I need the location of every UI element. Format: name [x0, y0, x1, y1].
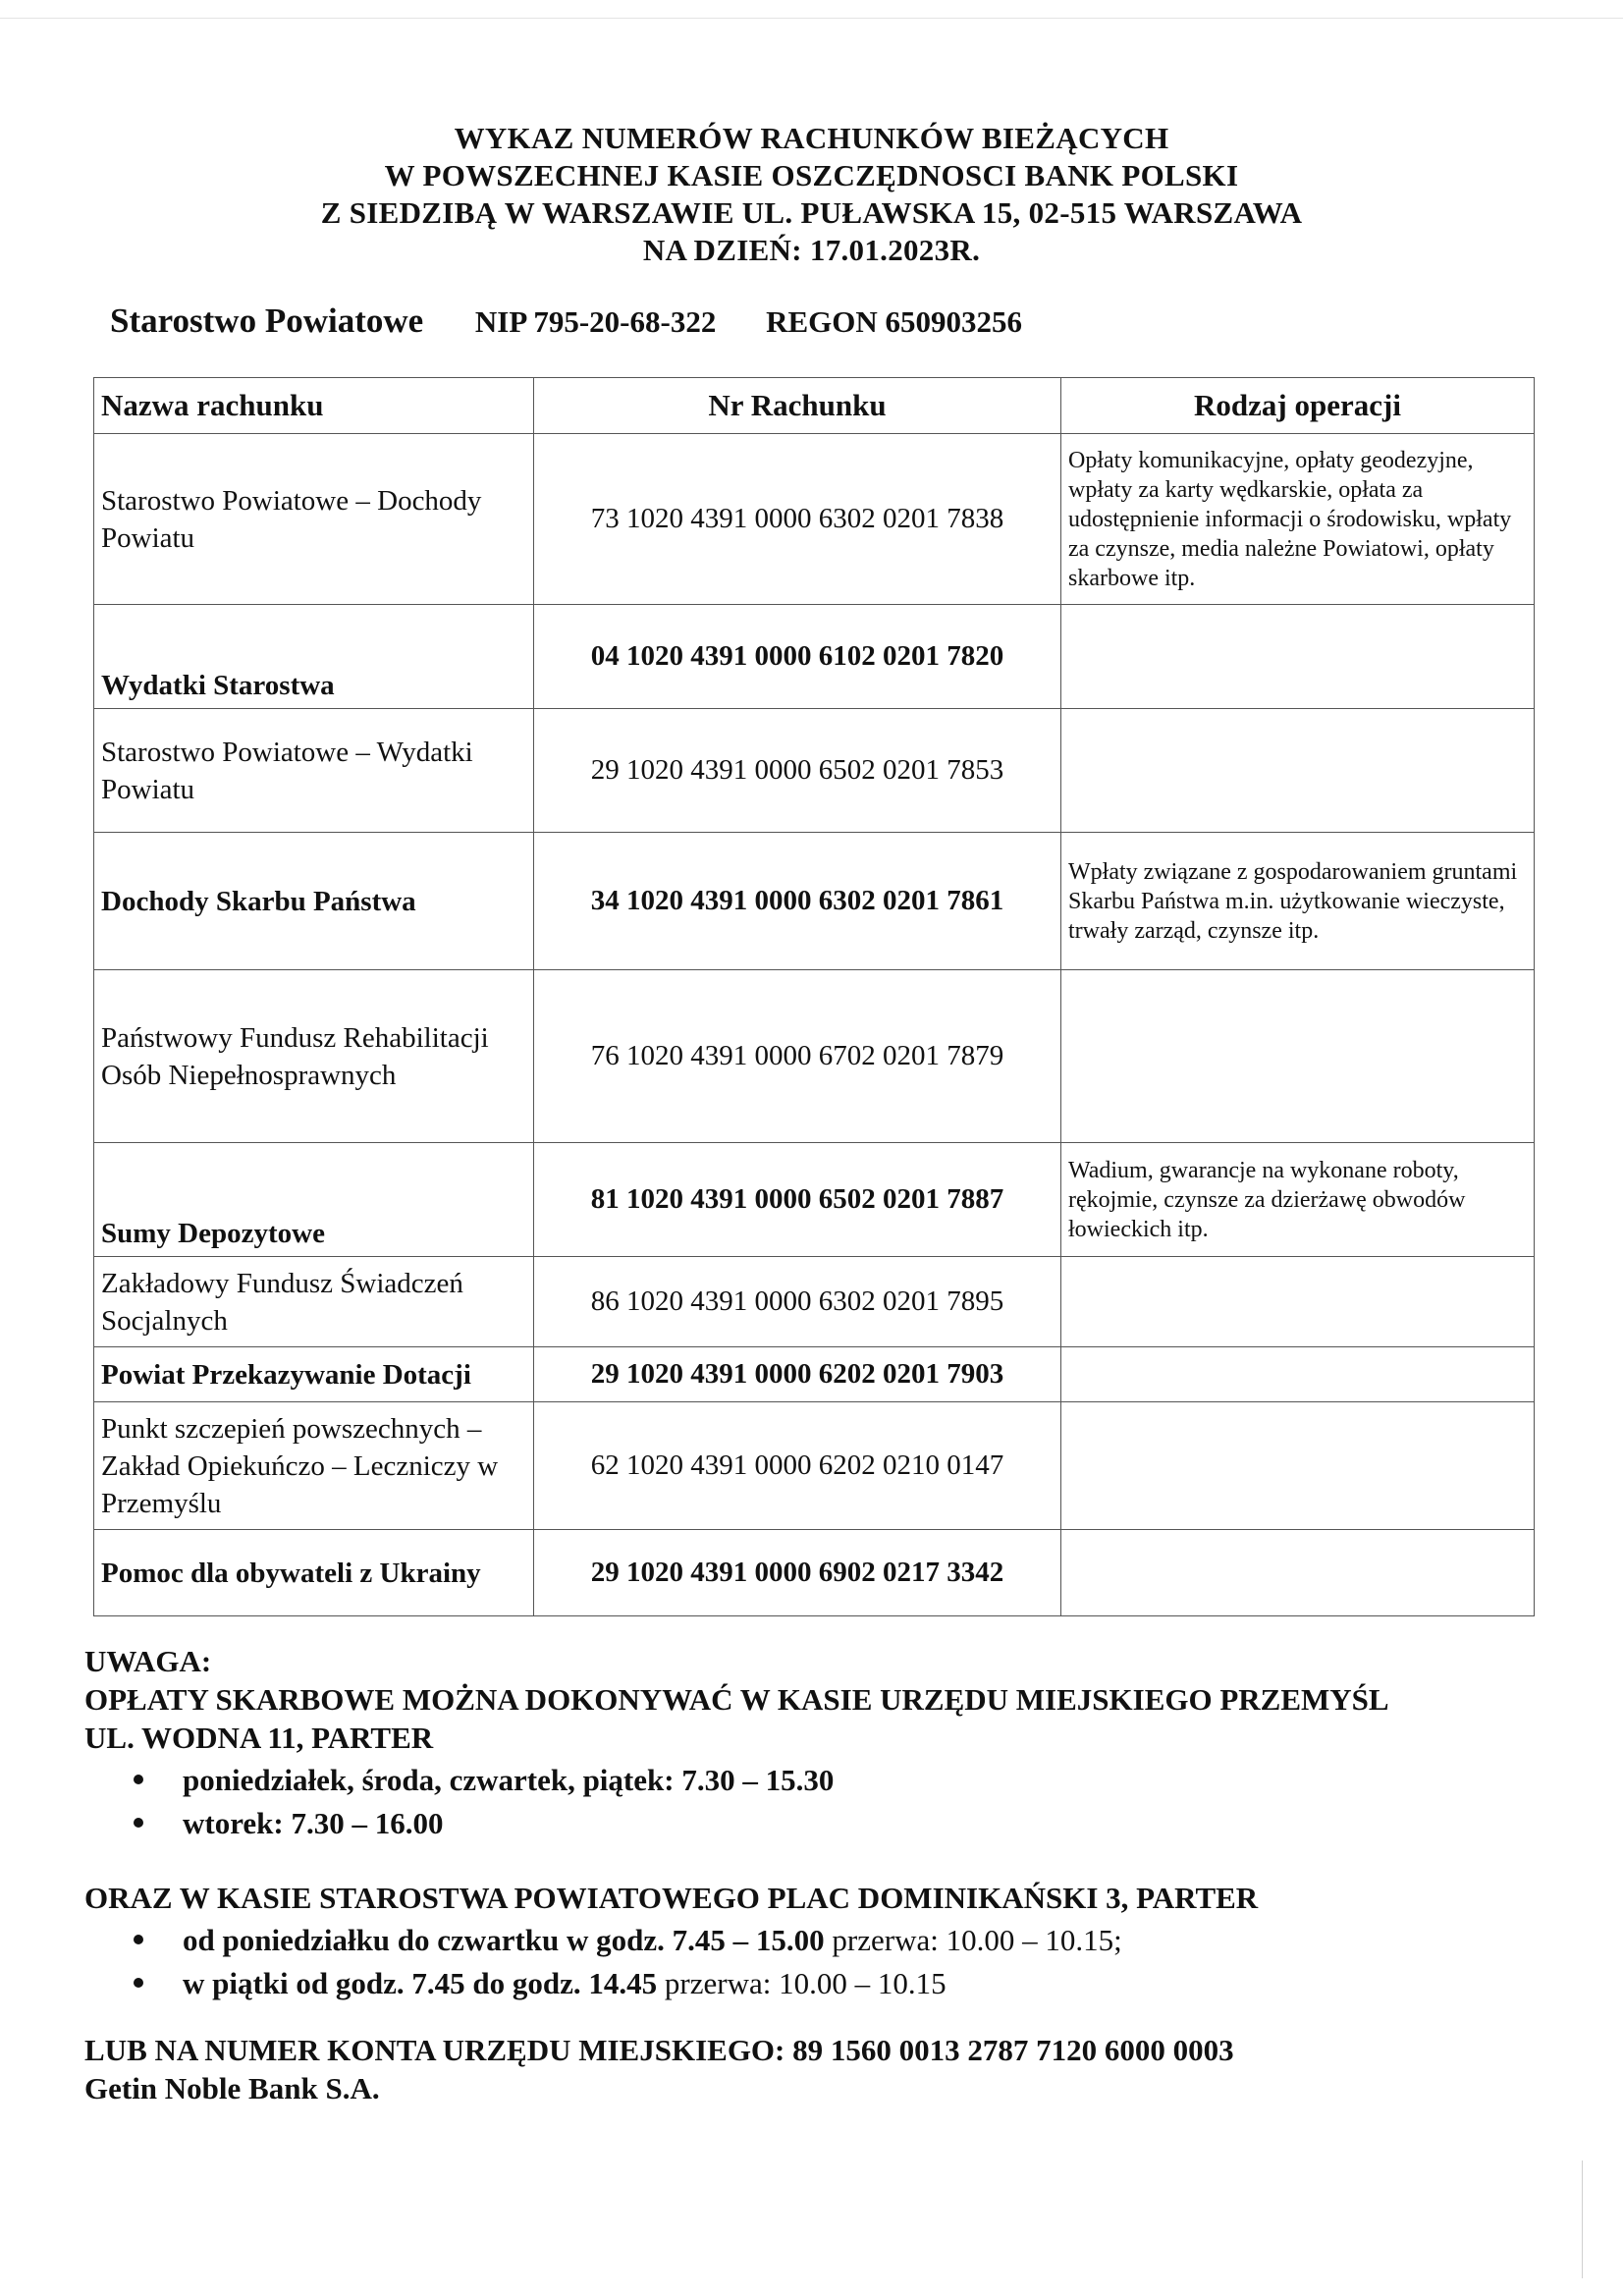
table-row — [94, 1257, 1535, 1347]
account-name: Zakładowy Fundusz Świadczeń Socjalnych — [94, 1257, 534, 1347]
table-row — [94, 709, 1535, 833]
account-name: Pomoc dla obywateli z Ukrainy — [94, 1530, 534, 1616]
operation-type: Wpłaty związane z gospodarowaniem gruntami Skarbu Państwa m.in. użytkowanie wieczyste, trwały zarząd, czynsze itp. — [1061, 833, 1535, 970]
break-text: przerwa: 10.00 – 10.15 — [657, 1966, 947, 2000]
table-row — [94, 1402, 1535, 1530]
table-header-row — [94, 378, 1535, 434]
operation-type — [1061, 605, 1535, 709]
list-item — [84, 1802, 1557, 1845]
notes-title: UWAGA: — [84, 1644, 212, 1678]
account-name: Wydatki Starostwa — [94, 605, 534, 709]
table-row — [94, 1143, 1535, 1257]
notes-line-5: Getin Noble Bank S.A. — [84, 2071, 380, 2105]
operation-type — [1061, 1347, 1535, 1402]
operation-type — [1061, 1402, 1535, 1530]
header-line-2: W POWSZECHNEJ KASIE OSZCZĘDNOSCI BANK POLSKI — [384, 158, 1239, 192]
list-item — [84, 1962, 1557, 2005]
organization-name: Starostwo Powiatowe — [110, 301, 424, 340]
organization-regon: REGON 650903256 — [766, 304, 1023, 339]
account-number: 29 1020 4391 0000 6502 0201 7853 — [534, 709, 1061, 833]
table-row — [94, 970, 1535, 1143]
table-row — [94, 833, 1535, 970]
account-number: 04 1020 4391 0000 6102 0201 7820 — [534, 605, 1061, 709]
operation-type — [1061, 709, 1535, 833]
list-item — [84, 1759, 1557, 1802]
account-name: Dochody Skarbu Państwa — [94, 833, 534, 970]
account-name: Powiat Przekazywanie Dotacji — [94, 1347, 534, 1402]
bullet-icon — [134, 1775, 143, 1784]
header-account-number: Nr Rachunku — [534, 378, 1061, 434]
table-row — [94, 1530, 1535, 1616]
notes-line-4: LUB NA NUMER KONTA URZĘDU MIEJSKIEGO: 89 1560 0013 2787 7120 6000 0003 — [84, 2033, 1234, 2067]
account-name: Sumy Depozytowe — [94, 1143, 534, 1257]
list-item — [84, 1919, 1557, 1962]
scan-edge-line — [1582, 2160, 1583, 2278]
header-line-4: NA DZIEŃ: 17.01.2023R. — [642, 233, 981, 267]
operation-type — [1061, 970, 1535, 1143]
table-row — [94, 434, 1535, 605]
organization-line — [110, 301, 1022, 341]
notes-line-2: UL. WODNA 11, PARTER — [84, 1721, 434, 1755]
header-operation-type: Rodzaj operacji — [1061, 378, 1535, 434]
account-number: 29 1020 4391 0000 6902 0217 3342 — [534, 1530, 1061, 1616]
hours-text: od poniedziałku do czwartku w godz. 7.45 – 15.00 — [183, 1923, 825, 1957]
account-name: Starostwo Powiatowe – Wydatki Powiatu — [94, 709, 534, 833]
operation-type — [1061, 1257, 1535, 1347]
accounts-table — [93, 377, 1535, 1616]
account-name: Starostwo Powiatowe – Dochody Powiatu — [94, 434, 534, 605]
bullet-icon — [134, 1978, 143, 1988]
bullet-icon — [134, 1935, 143, 1944]
account-number: 76 1020 4391 0000 6702 0201 7879 — [534, 970, 1061, 1143]
operation-type — [1061, 1530, 1535, 1616]
notes-section — [84, 1642, 1557, 2107]
hours-text: poniedziałek, środa, czwartek, piątek: 7.30 – 15.30 — [183, 1763, 835, 1797]
account-number: 34 1020 4391 0000 6302 0201 7861 — [534, 833, 1061, 970]
account-number: 29 1020 4391 0000 6202 0201 7903 — [534, 1347, 1061, 1402]
table-row — [94, 605, 1535, 709]
hours-text: wtorek: 7.30 – 16.00 — [183, 1806, 444, 1840]
scan-edge-line — [0, 18, 1623, 19]
starostwo-hours-list — [84, 1919, 1557, 2005]
city-office-hours-list — [84, 1759, 1557, 1845]
account-number: 86 1020 4391 0000 6302 0201 7895 — [534, 1257, 1061, 1347]
account-number: 62 1020 4391 0000 6202 0210 0147 — [534, 1402, 1061, 1530]
hours-text: w piątki od godz. 7.45 do godz. 14.45 — [183, 1966, 658, 2000]
account-name: Punkt szczepień powszechnych – Zakład Opiekuńczo – Leczniczy w Przemyślu — [94, 1402, 534, 1530]
document-header — [0, 120, 1623, 269]
operation-type: Wadium, gwarancje na wykonane roboty, rękojmie, czynsze za dzierżawę obwodów łowieckich itp. — [1061, 1143, 1535, 1257]
account-number: 81 1020 4391 0000 6502 0201 7887 — [534, 1143, 1061, 1257]
account-name: Państwowy Fundusz Rehabilitacji Osób Niepełnosprawnych — [94, 970, 534, 1143]
organization-nip: NIP 795-20-68-322 — [474, 304, 717, 339]
header-line-3: Z SIEDZIBĄ W WARSZAWIE UL. PUŁAWSKA 15, 02-515 WARSZAWA — [320, 195, 1303, 230]
break-text: przerwa: 10.00 – 10.15; — [824, 1923, 1122, 1957]
account-number: 73 1020 4391 0000 6302 0201 7838 — [534, 434, 1061, 605]
header-account-name: Nazwa rachunku — [94, 378, 534, 434]
table-row — [94, 1347, 1535, 1402]
notes-line-1: OPŁATY SKARBOWE MOŻNA DOKONYWAĆ W KASIE URZĘDU MIEJSKIEGO PRZEMYŚL — [84, 1682, 1389, 1717]
operation-type: Opłaty komunikacyjne, opłaty geodezyjne, wpłaty za karty wędkarskie, opłata za udostępnienie informacji o środowisku, wpłaty za czynsze, media należne Powiatowi, opłaty skarbowe itp. — [1061, 434, 1535, 605]
bullet-icon — [134, 1818, 143, 1828]
header-line-1: WYKAZ NUMERÓW RACHUNKÓW BIEŻĄCYCH — [454, 121, 1169, 155]
notes-line-3: ORAZ W KASIE STAROSTWA POWIATOWEGO PLAC DOMINIKAŃSKI 3, PARTER — [84, 1881, 1259, 1915]
